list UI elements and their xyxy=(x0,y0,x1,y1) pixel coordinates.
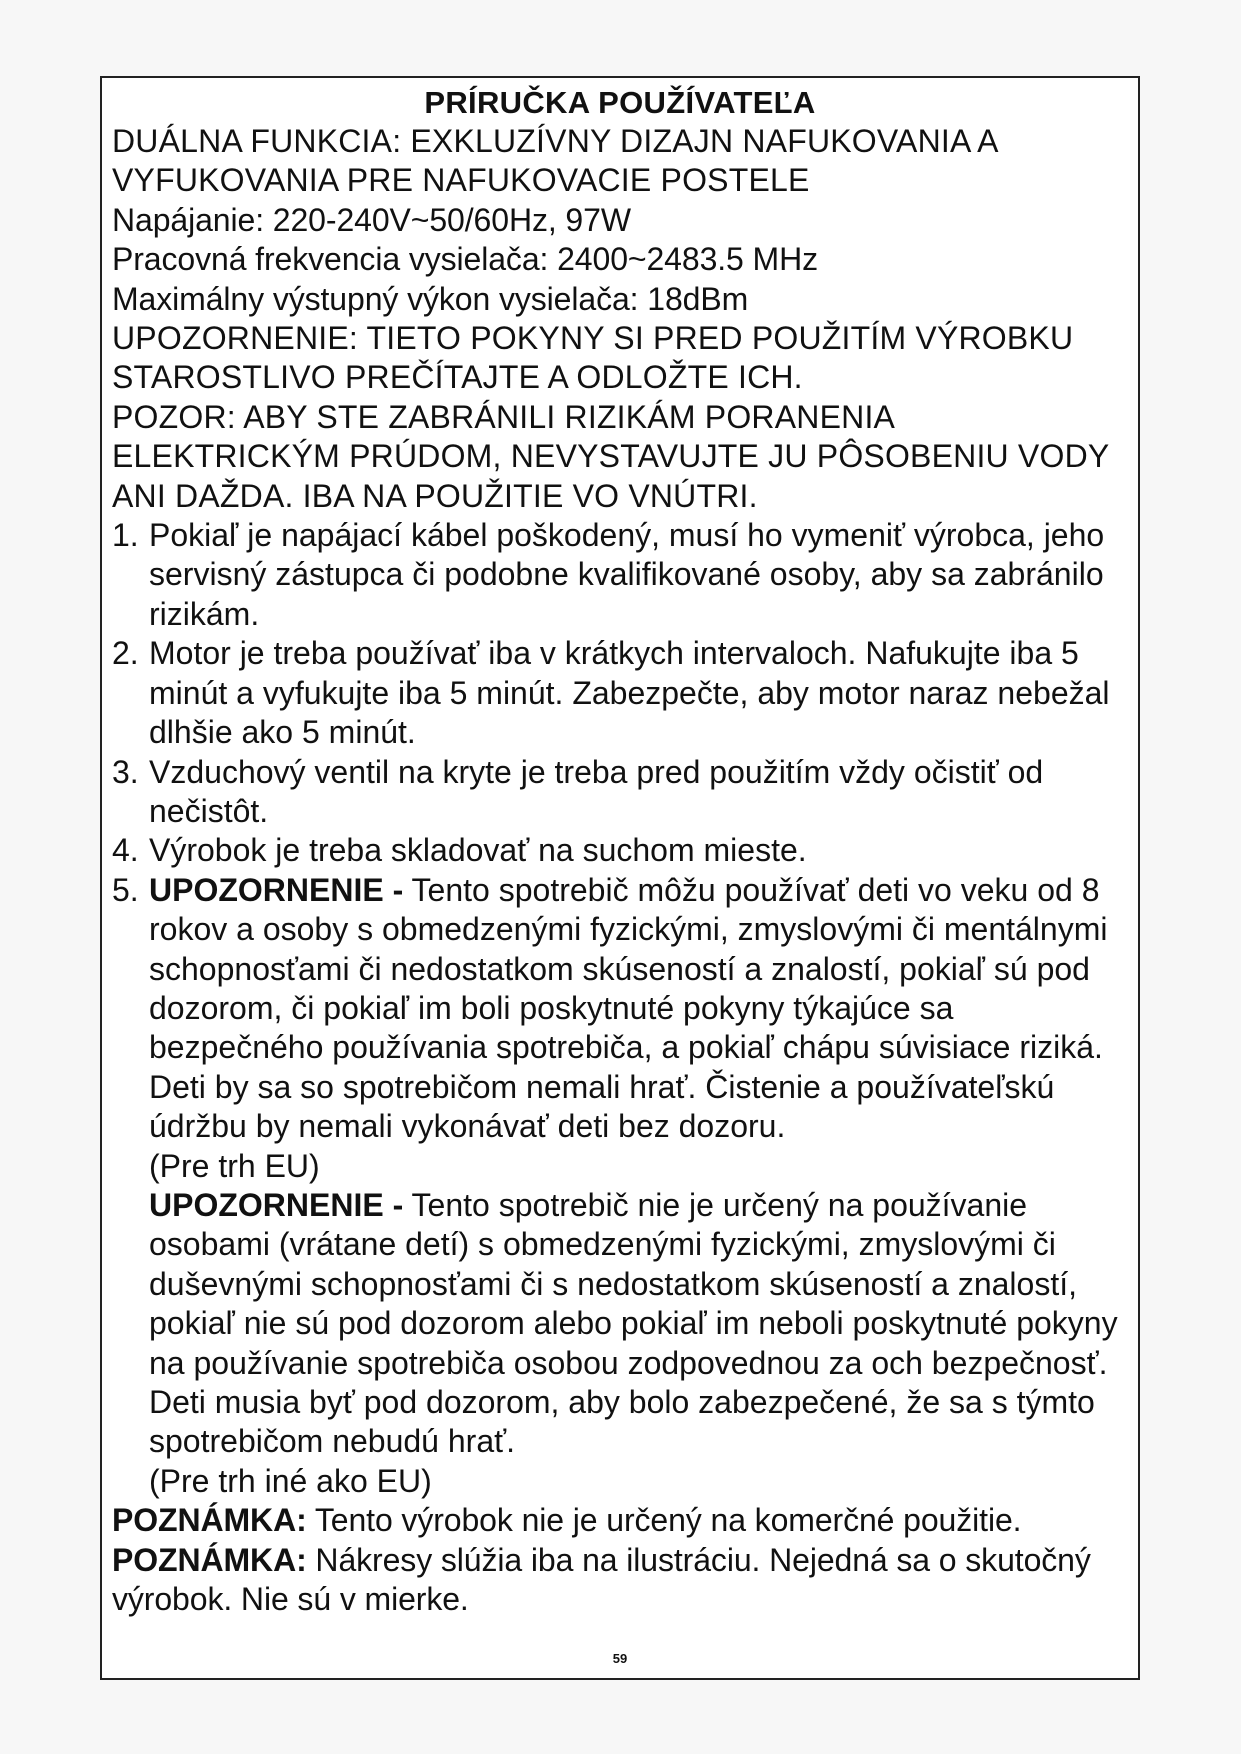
list-item-text: Vzduchový ventil na kryte je treba pred použitím vždy očistiť od nečistôt. xyxy=(149,753,1044,829)
note-commercial xyxy=(112,1501,1128,1540)
warning-non-eu xyxy=(149,1186,1128,1462)
list-item xyxy=(112,831,1128,870)
warning-text: Tento spotrebič nie je určený na používanie osobami (vrátane detí) s obmedzenými fyzickými, zmyslovými či duševnými schopnosťami či s nedostatkom skúseností a znalostí, pokiaľ nie sú pod dozorom alebo pokiaľ im neboli poskytnuté pokyny na používanie spotrebiča osobou zodpovednou za och bezpečnosť. Deti musia byť pod dozorom, aby bolo zabezpečené, že sa s týmto spotrebičom nebudú hrať. xyxy=(149,1186,1118,1460)
page-number: 59 xyxy=(612,1651,628,1666)
dual-function-heading: DUÁLNA FUNKCIA: EXKLUZÍVNY DIZAJN NAFUKOVANIA A VYFUKOVANIA PRE NAFUKOVACIE POSTELE xyxy=(112,123,997,199)
warnings-block xyxy=(149,871,1128,1502)
note-illustration xyxy=(112,1541,1128,1620)
note-label: POZNÁMKA: xyxy=(112,1502,307,1539)
warning-text: Tento spotrebič môžu používať deti vo veku od 8 rokov a osoby s obmedzenými fyzickými, zmyslovými či mentálnymi schopnosťami či nedostatkom skúseností a znalostí, pokiaľ sú pod dozorom, či pokiaľ im boli poskytnuté pokyny týkajúce sa bezpečného používania spotrebiča, a pokiaľ chápu súvisiace riziká. Deti by sa so spotrebičom nemali hrať. Čistenie a používateľskú údržbu by nemali vykonávať deti bez dozoru. xyxy=(149,871,1108,1145)
warning-eu xyxy=(149,871,1128,1147)
spec-output-power: Maximálny výstupný výkon vysielača: 18dBm xyxy=(112,280,749,317)
list-item xyxy=(112,753,1128,832)
list-item-text: Pokiaľ je napájací kábel poškodený, musí ho vymeniť výrobca, jeho servisný zástupca či podobne kvalifikované osoby, aby sa zabránilo rizikám. xyxy=(149,517,1105,632)
instruction-list xyxy=(112,516,1128,1501)
page-title: PRÍRUČKA POUŽÍVATEĽA xyxy=(424,85,816,120)
list-item-number: 4. xyxy=(112,832,139,869)
list-item-number: 5. xyxy=(112,871,139,908)
spec-frequency: Pracovná frekvencia vysielača: 2400~2483.5 MHz xyxy=(112,241,819,278)
list-item xyxy=(112,516,1128,634)
warning-label: UPOZORNENIE - xyxy=(149,871,404,908)
list-item-number: 1. xyxy=(112,517,139,554)
list-item-text: Motor je treba používať iba v krátkych intervaloch. Nafukujte iba 5 minút a vyfukujte iba 5 minút. Zabezpečte, aby motor naraz nebežal dlhšie ako 5 minút. xyxy=(149,635,1110,751)
market-non-eu: (Pre trh iné ako EU) xyxy=(149,1462,432,1499)
caution-text: POZOR: ABY STE ZABRÁNILI RIZIKÁM PORANENIA ELEKTRICKÝM PRÚDOM, NEVYSTAVUJTE JU PÔSOBENIU VODY ANI DAŽDA. IBA NA POUŽITIE VO VNÚTRI. xyxy=(112,398,1109,514)
spec-power: Napájanie: 220-240V~50/60Hz, 97W xyxy=(112,201,631,238)
list-item-number: 3. xyxy=(112,753,139,790)
warning-label: UPOZORNENIE - xyxy=(149,1186,404,1223)
manual-page xyxy=(100,76,1140,1680)
note-text: Nákresy slúžia iba na ilustráciu. Nejedná sa o skutočný výrobok. Nie sú v mierke. xyxy=(112,1541,1091,1618)
list-item-warnings xyxy=(112,871,1128,1502)
list-item-text: Výrobok je treba skladovať na suchom mieste. xyxy=(149,832,807,869)
note-label: POZNÁMKA: xyxy=(112,1541,307,1578)
notice-text: UPOZORNENIE: TIETO POKYNY SI PRED POUŽITÍM VÝROBKU STAROSTLIVO PREČÍTAJTE A ODLOŽTE ICH. xyxy=(112,320,1074,396)
list-item xyxy=(112,634,1128,752)
list-item-number: 2. xyxy=(112,635,139,672)
note-text: Tento výrobok nie je určený na komerčné použitie. xyxy=(306,1502,1022,1539)
market-eu: (Pre trh EU) xyxy=(149,1147,320,1184)
